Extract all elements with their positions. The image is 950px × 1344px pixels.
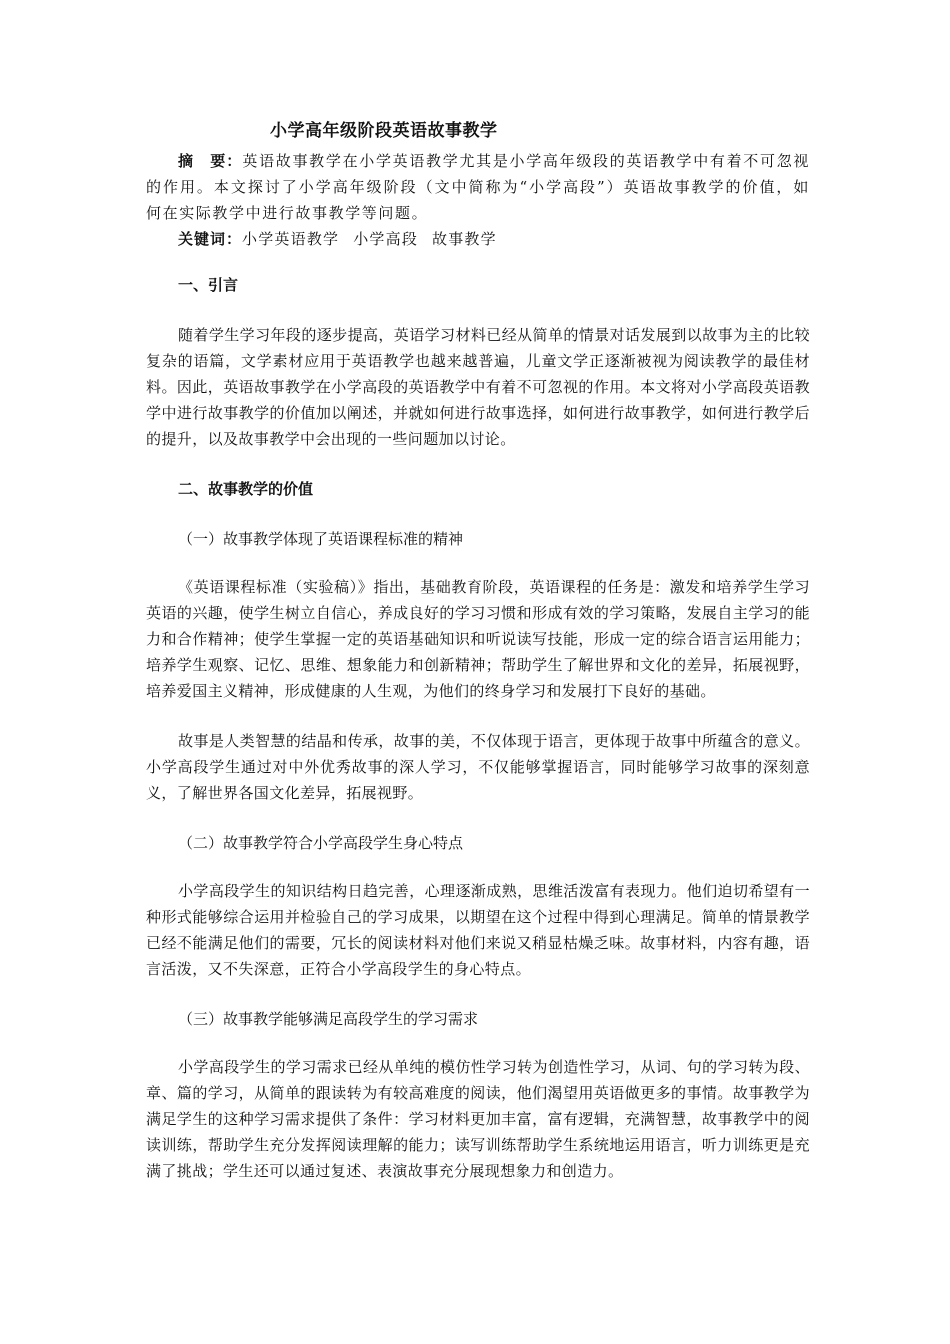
keywords-label: 关键词： (178, 230, 243, 248)
subsection-heading: （二）故事教学符合小学高段学生身心特点 (178, 834, 464, 852)
section-heading-value: 二、故事教学的价值 (178, 480, 314, 498)
subsection-heading: （三）故事教学能够满足高段学生的学习需求 (178, 1010, 479, 1028)
document-title: 小学高年级阶段英语故事教学 (270, 121, 498, 141)
keyword: 故事教学 (432, 230, 497, 248)
abstract (146, 148, 810, 226)
abstract-label: 摘 要： (178, 152, 243, 170)
paragraph: 随着学生学习年段的逐步提高，英语学习材料已经从简单的情景对话发展到以故事为主的比较复杂的语篇，文学素材应用于英语教学也越来越普遍，儿童文学正逐渐被视为阅读教学的最佳材料。因此，英语故事教学在小学高段的英语教学中有着不可忽视的作用。本文将对小学高段英语教学中进行故事教学的价值加以阐述，并就如何进行故事选择，如何进行故事教学，如何进行教学后的提升，以及故事教学中会出现的一些问题加以讨论。 (146, 326, 810, 448)
keyword: 小学高段 (353, 230, 419, 248)
paragraph: 故事是人类智慧的结晶和传承，故事的美，不仅体现于语言，更体现于故事中所蕴含的意义。小学高段学生通过对中外优秀故事的深人学习，不仅能够掌握语言，同时能够学习故事的深刻意义，了解世界各国文化差异，拓展视野。 (146, 732, 810, 802)
keyword: 小学英语教学 (242, 230, 340, 248)
section-heading-introduction: 一、引言 (178, 276, 239, 294)
paragraph: 《英语课程标准（实验稿）》指出，基础教育阶段，英语课程的任务是：激发和培养学生学习英语的兴趣，使学生树立自信心，养成良好的学习习惯和形成有效的学习策略，发展自主学习的能力和合作精神；使学生掌握一定的英语基础知识和听说读写技能，形成一定的综合语言运用能力；培养学生观察、记忆、思维、想象能力和创新精神；帮助学生了解世界和文化的差异，拓展视野，培养爱国主义精神，形成健康的人生观，为他们的终身学习和发展打下良好的基础。 (146, 578, 810, 700)
subsection-heading: （一）故事教学体现了英语课程标准的精神 (178, 530, 464, 548)
keywords (178, 226, 810, 252)
paragraph: 小学高段学生的学习需求已经从单纯的模仿性学习转为创造性学习，从词、句的学习转为段、章、篇的学习，从简单的跟读转为有较高难度的阅读，他们渴望用英语做更多的事情。故事教学为满足学生的这种学习需求提供了条件：学习材料更加丰富，富有逻辑，充满智慧，故事教学中的阅读训练，帮助学生充分发挥阅读理解的能力；读写训练帮助学生系统地运用语言，听力训练更是充满了挑战；学生还可以通过复述、表演故事充分展现想象力和创造力。 (146, 1058, 810, 1180)
paragraph: 小学高段学生的知识结构日趋完善，心理逐渐成熟，思维活泼富有表现力。他们迫切希望有一种形式能够综合运用并检验自己的学习成果，以期望在这个过程中得到心理满足。简单的情景教学已经不能满足他们的需要，冗长的阅读材料对他们来说又稍显枯燥乏味。故事材料，内容有趣，语言活泼，又不失深意，正符合小学高段学生的身心特点。 (146, 882, 810, 978)
abstract-text: 英语故事教学在小学英语教学尤其是小学高年级段的英语教学中有着不可忽视的作用。本文探讨了小学高年级阶段（文中简称为“小学高段”）英语故事教学的价值，如何在实际教学中进行故事教学等问题。 (146, 152, 810, 222)
document-page (146, 118, 810, 1208)
